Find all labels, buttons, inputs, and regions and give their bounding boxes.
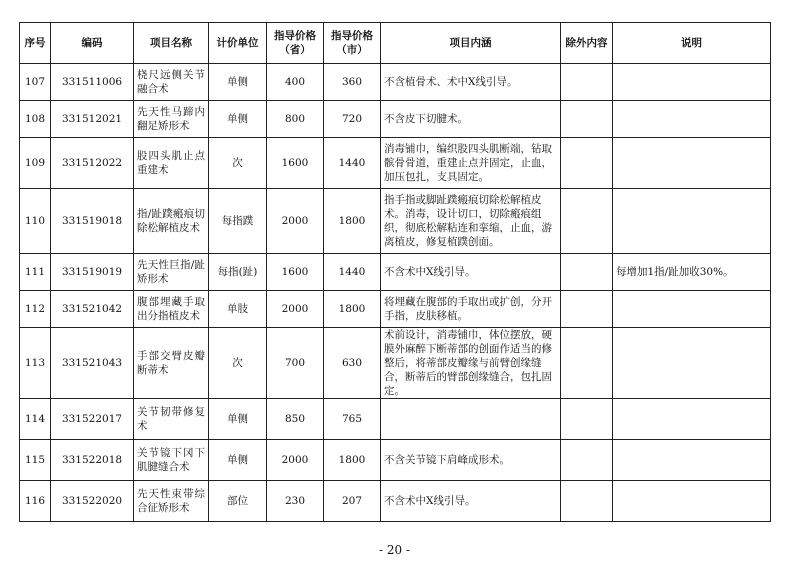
cell-price-prov: 2000 bbox=[267, 440, 324, 481]
cell-price-city: 1440 bbox=[324, 138, 381, 189]
cell-name: 关节韧带修复术 bbox=[134, 399, 209, 440]
header-code: 编码 bbox=[51, 23, 134, 64]
cell-excluded bbox=[561, 138, 613, 189]
cell-price-prov: 2000 bbox=[267, 291, 324, 328]
cell-content bbox=[381, 399, 561, 440]
cell-content: 不含关节镜下肩峰成形术。 bbox=[381, 440, 561, 481]
cell-price-city: 765 bbox=[324, 399, 381, 440]
cell-unit: 单侧 bbox=[209, 64, 267, 101]
cell-excluded bbox=[561, 254, 613, 291]
cell-seq: 114 bbox=[20, 399, 51, 440]
cell-name: 腹部埋藏手取出分指植皮术 bbox=[134, 291, 209, 328]
cell-note: 每增加1指/趾加收30%。 bbox=[613, 254, 771, 291]
cell-price-city: 1440 bbox=[324, 254, 381, 291]
cell-code: 331512022 bbox=[51, 138, 134, 189]
cell-unit: 次 bbox=[209, 328, 267, 399]
cell-price-city: 630 bbox=[324, 328, 381, 399]
cell-content: 不含皮下切腱术。 bbox=[381, 101, 561, 138]
cell-price-city: 207 bbox=[324, 481, 381, 522]
cell-seq: 113 bbox=[20, 328, 51, 399]
table-row bbox=[20, 64, 771, 101]
cell-price-city: 360 bbox=[324, 64, 381, 101]
cell-name: 先天性束带综合征矫形术 bbox=[134, 481, 209, 522]
table-row bbox=[20, 481, 771, 522]
cell-price-prov: 1600 bbox=[267, 254, 324, 291]
header-row bbox=[20, 23, 771, 64]
cell-note bbox=[613, 138, 771, 189]
header-content: 项目内涵 bbox=[381, 23, 561, 64]
table-row bbox=[20, 440, 771, 481]
cell-seq: 116 bbox=[20, 481, 51, 522]
cell-seq: 112 bbox=[20, 291, 51, 328]
header-price-prov: 指导价格（省） bbox=[267, 23, 324, 64]
header-seq: 序号 bbox=[20, 23, 51, 64]
table-row bbox=[20, 328, 771, 399]
cell-unit: 次 bbox=[209, 138, 267, 189]
cell-unit: 每指(趾) bbox=[209, 254, 267, 291]
cell-note bbox=[613, 328, 771, 399]
cell-code: 331519018 bbox=[51, 189, 134, 254]
cell-content: 指手指或脚趾蹼瘢痕切除松解植皮术。消毒，设计切口，切除瘢痕组织，彻底松解粘连和挛缩，止血，游离植皮，修复植蹼创面。 bbox=[381, 189, 561, 254]
cell-content: 不含术中X线引导。 bbox=[381, 254, 561, 291]
cell-code: 331522018 bbox=[51, 440, 134, 481]
cell-excluded bbox=[561, 101, 613, 138]
cell-name: 先天性马蹄内翻足矫形术 bbox=[134, 101, 209, 138]
cell-code: 331521043 bbox=[51, 328, 134, 399]
table-row bbox=[20, 291, 771, 328]
cell-seq: 110 bbox=[20, 189, 51, 254]
cell-content: 消毒铺巾，编织股四头肌断端，钻取髌骨骨道，重建止点并固定，止血，加压包扎，支具固定。 bbox=[381, 138, 561, 189]
cell-excluded bbox=[561, 189, 613, 254]
cell-price-prov: 850 bbox=[267, 399, 324, 440]
cell-price-prov: 400 bbox=[267, 64, 324, 101]
cell-code: 331512021 bbox=[51, 101, 134, 138]
cell-seq: 115 bbox=[20, 440, 51, 481]
cell-code: 331511006 bbox=[51, 64, 134, 101]
cell-seq: 109 bbox=[20, 138, 51, 189]
cell-note bbox=[613, 101, 771, 138]
cell-unit: 部位 bbox=[209, 481, 267, 522]
header-note: 说明 bbox=[613, 23, 771, 64]
page-number: - 20 - bbox=[378, 543, 410, 557]
cell-name: 关节镜下冈下肌腱缝合术 bbox=[134, 440, 209, 481]
table-row bbox=[20, 399, 771, 440]
cell-code: 331522020 bbox=[51, 481, 134, 522]
cell-seq: 111 bbox=[20, 254, 51, 291]
header-name: 项目名称 bbox=[134, 23, 209, 64]
cell-content: 不含术中X线引导。 bbox=[381, 481, 561, 522]
cell-name: 先天性巨指/趾矫形术 bbox=[134, 254, 209, 291]
cell-unit: 单侧 bbox=[209, 101, 267, 138]
cell-code: 331522017 bbox=[51, 399, 134, 440]
cell-unit: 单侧 bbox=[209, 399, 267, 440]
table-row bbox=[20, 189, 771, 254]
cell-note bbox=[613, 64, 771, 101]
cell-name: 指/趾蹼瘢痕切除松解植皮术 bbox=[134, 189, 209, 254]
cell-excluded bbox=[561, 328, 613, 399]
cell-excluded bbox=[561, 399, 613, 440]
cell-price-city: 1800 bbox=[324, 189, 381, 254]
cell-unit: 单侧 bbox=[209, 440, 267, 481]
cell-note bbox=[613, 399, 771, 440]
cell-price-city: 1800 bbox=[324, 291, 381, 328]
cell-note bbox=[613, 189, 771, 254]
cell-excluded bbox=[561, 64, 613, 101]
pricing-table bbox=[19, 22, 771, 522]
cell-excluded bbox=[561, 291, 613, 328]
header-unit: 计价单位 bbox=[209, 23, 267, 64]
cell-content: 术前设计，消毒铺巾，体位摆放，硬膜外麻醉下断蒂部的创面作适当的修整后，将蒂部皮瓣缘与前臂创缘缝合，断蒂后的臂部创缘缝合，包扎固定。 bbox=[381, 328, 561, 399]
cell-name: 桡尺远侧关节融合术 bbox=[134, 64, 209, 101]
table-row bbox=[20, 101, 771, 138]
table-row bbox=[20, 254, 771, 291]
cell-note bbox=[613, 440, 771, 481]
cell-price-prov: 2000 bbox=[267, 189, 324, 254]
cell-name: 手部交臂皮瓣断蒂术 bbox=[134, 328, 209, 399]
cell-name: 股四头肌止点重建术 bbox=[134, 138, 209, 189]
cell-content: 不含植骨术、术中X线引导。 bbox=[381, 64, 561, 101]
cell-code: 331519019 bbox=[51, 254, 134, 291]
cell-code: 331521042 bbox=[51, 291, 134, 328]
cell-seq: 108 bbox=[20, 101, 51, 138]
cell-note bbox=[613, 291, 771, 328]
header-price-city: 指导价格（市） bbox=[324, 23, 381, 64]
cell-seq: 107 bbox=[20, 64, 51, 101]
header-excluded: 除外内容 bbox=[561, 23, 613, 64]
cell-unit: 每指蹼 bbox=[209, 189, 267, 254]
cell-price-city: 720 bbox=[324, 101, 381, 138]
table-row bbox=[20, 138, 771, 189]
cell-content: 将埋藏在腹部的手取出或扩创，分开手指，皮肤移植。 bbox=[381, 291, 561, 328]
cell-excluded bbox=[561, 440, 613, 481]
cell-price-prov: 230 bbox=[267, 481, 324, 522]
cell-price-prov: 700 bbox=[267, 328, 324, 399]
cell-price-prov: 800 bbox=[267, 101, 324, 138]
cell-note bbox=[613, 481, 771, 522]
cell-unit: 单肢 bbox=[209, 291, 267, 328]
cell-price-prov: 1600 bbox=[267, 138, 324, 189]
cell-excluded bbox=[561, 481, 613, 522]
cell-price-city: 1800 bbox=[324, 440, 381, 481]
